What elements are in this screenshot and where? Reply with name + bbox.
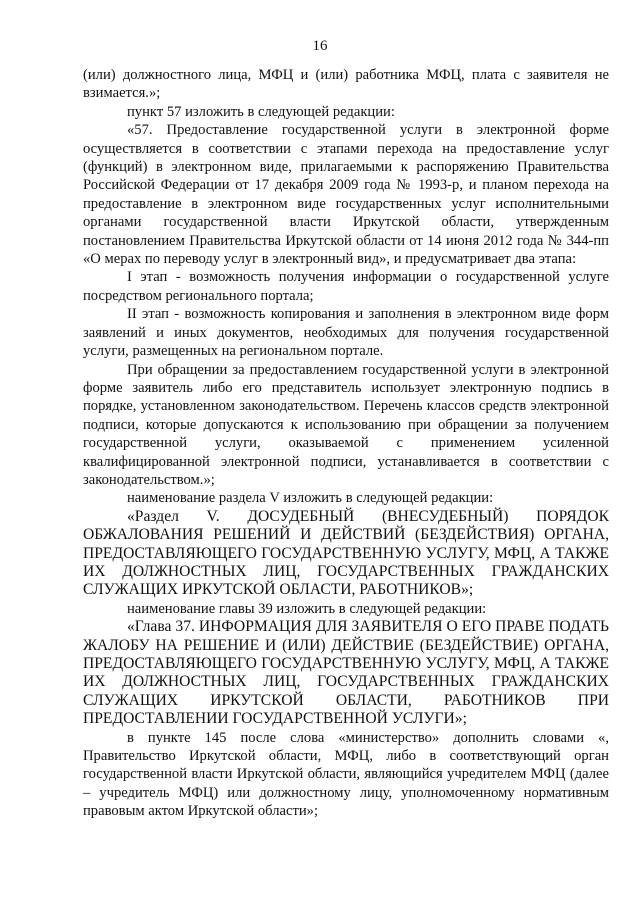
paragraph: пункт 57 изложить в следующей редакции: <box>127 103 395 120</box>
page-number: 16 <box>312 38 328 54</box>
paragraph: наименование раздела V изложить в следующей редакции: <box>127 490 494 507</box>
paragraph: «Раздел V. ДОСУДЕБНЫЙ (ВНЕСУДЕБНЫЙ) ПОРЯДОК ОБЖАЛОВАНИЯ РЕШЕНИЙ И ДЕЙСТВИЙ (БЕЗДЕЙСТВИЯ) ОРГАНА, ПРЕДОСТАВЛЯЮЩЕГО ГОСУДАРСТВЕННУЮ УСЛУГУ, МФЦ, А ТАКЖЕ ИХ ДОЛЖНОСТНЫХ ЛИЦ, ГОСУДАРСТВЕННЫХ ГРАЖДАНСКИХ СЛУЖАЩИХ ИРКУТСКОЙ ОБЛАСТИ, РАБОТНИКОВ»; <box>83 507 609 599</box>
paragraph: в пункте 145 после слова «министерство» дополнить словами «, Правительство Иркутской области, МФЦ, либо в соответствующий орган государственной власти Иркутской области, являющийся учредителем МФЦ (далее – учредитель МФЦ) или должностному лицу, уполномоченному нормативным правовым актом Иркутской области»; <box>83 729 609 820</box>
paragraph: При обращении за предоставлением государственной услуги в электронной форме заявитель либо его представитель использует электронную подпись в порядке, установленном законодательством. Перечень классов средств электронной подписи, которые допускаются к использованию при обращении за получением государственной услуги, оказываемой с применением усиленной квалифицированной электронной подписи, устанавливается в соответствии с законодательством.»; <box>83 361 609 488</box>
document-body <box>83 66 609 821</box>
paragraph: «Глава 37. ИНФОРМАЦИЯ ДЛЯ ЗАЯВИТЕЛЯ О ЕГО ПРАВЕ ПОДАТЬ ЖАЛОБУ НА РЕШЕНИЕ И (ИЛИ) ДЕЙСТВИЕ (БЕЗДЕЙСТВИЕ) ОРГАНА, ПРЕДОСТАВЛЯЮЩЕГО ГОСУДАРСТВЕННУЮ УСЛУГУ, МФЦ, А ТАКЖЕ ИХ ДОЛЖНОСТНЫХ ЛИЦ, ГОСУДАРСТВЕННЫХ ГРАЖДАНСКИХ СЛУЖАЩИХ ИРКУТСКОЙ ОБЛАСТИ, РАБОТНИКОВ ПРИ ПРЕДОСТАВЛЕНИИ ГОСУДАРСТВЕННОЙ УСЛУГИ»; <box>83 618 609 728</box>
paragraph: (или) должностного лица, МФЦ и (или) работника МФЦ, плата с заявителя не взимается.»; <box>83 67 609 102</box>
paragraph: наименование главы 39 изложить в следующей редакции: <box>127 600 487 617</box>
paragraph: I этап - возможность получения информации о государственной услуге посредством регионального портала; <box>83 269 609 304</box>
paragraph: «57. Предоставление государственной услуги в электронной форме осуществляется в соответствии с этапами перехода на предоставление услуг (функций) в электронном виде, прилагаемыми к распоряжению Правительства Российской Федерации от 17 декабря 2009 года № 1993-р, и планом перехода на предоставление в электронном виде государственных услуг исполнительными органами государственной власти Иркутской области, утвержденным постановлением Правительства Иркутской области от 14 июня 2012 года № 344-пп «О мерах по переводу услуг в электронный вид», и предусматривает два этапа: <box>83 122 609 268</box>
paragraph: II этап - возможность копирования и заполнения в электронном виде форм заявлений и иных документов, необходимых для получения государственной услуги, размещенных на региональном портале. <box>83 306 609 360</box>
